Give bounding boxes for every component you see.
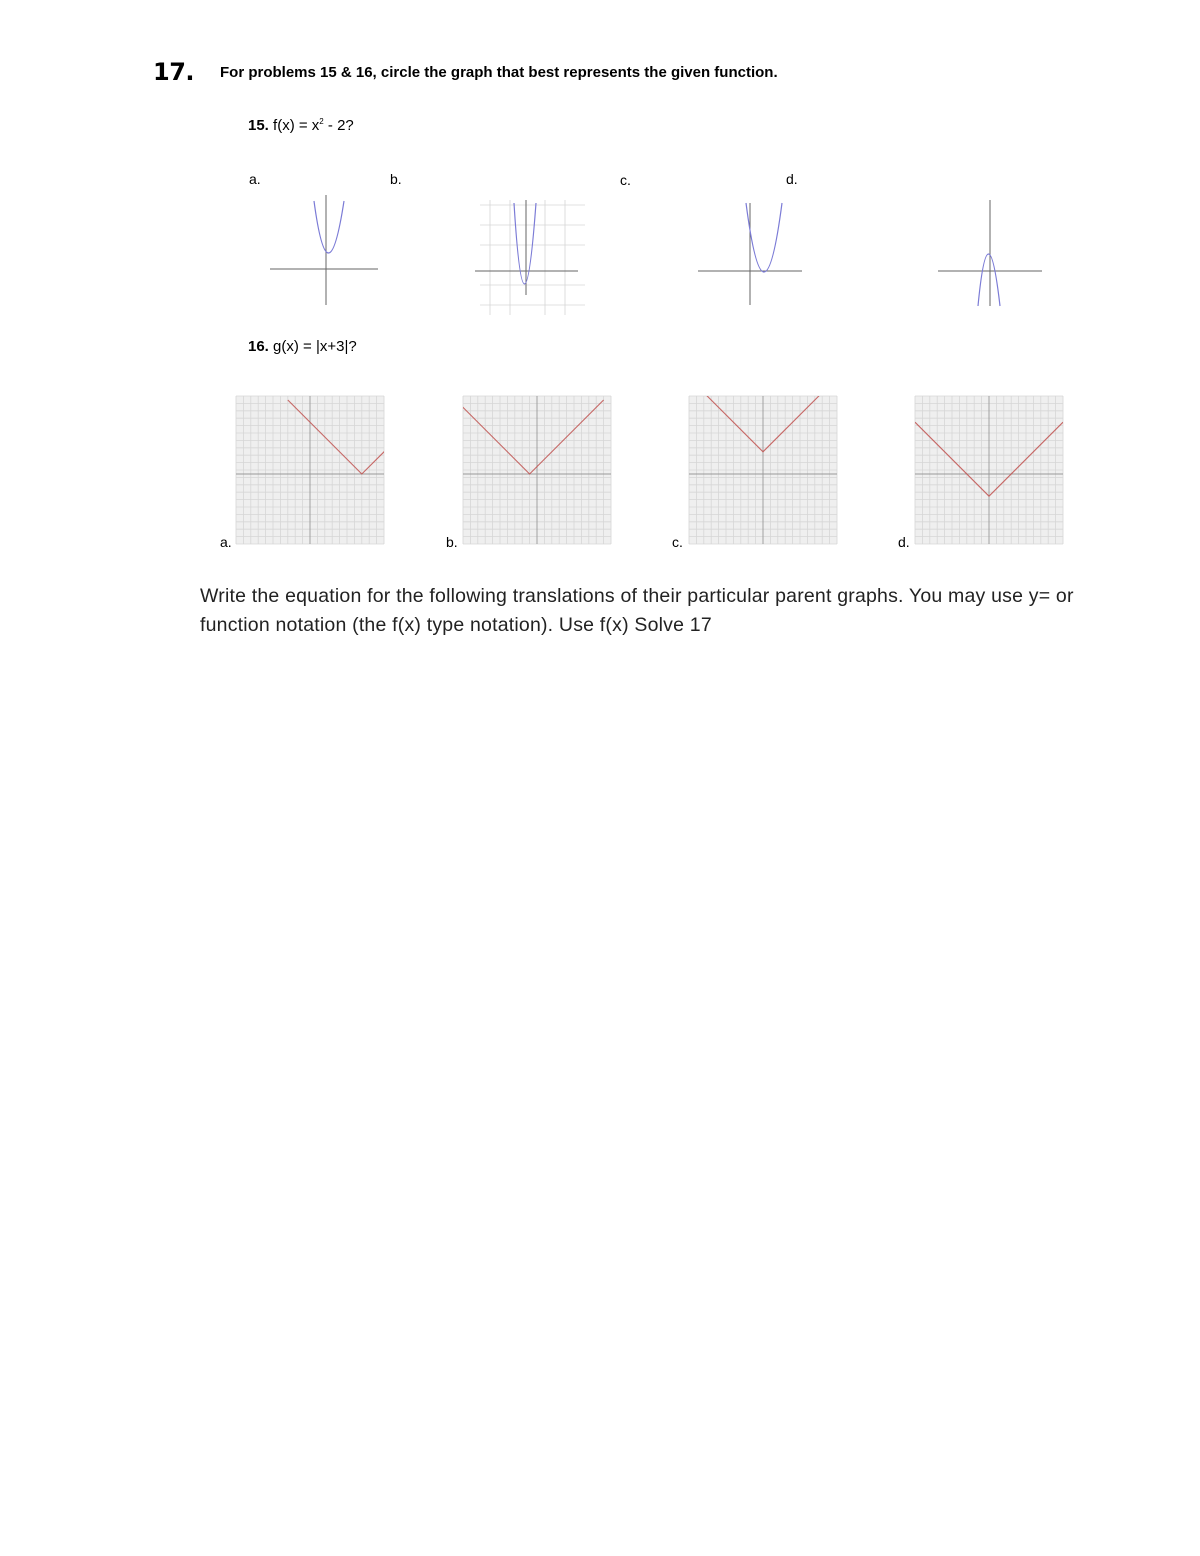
task-instructions: Write the equation for the following translations of their particular parent graphs. You may use y= or function notation (the f(x) type notation). Use f(x) Solve 17 xyxy=(200,585,1074,636)
instructions: For problems 15 & 16, circle the graph that best represents the given function. xyxy=(220,64,778,81)
problem-15-graph-b[interactable] xyxy=(470,195,592,319)
problem-15-function: f(x) = x xyxy=(273,117,320,134)
problem-16-graph-b[interactable] xyxy=(463,396,611,544)
problem-16-prompt xyxy=(248,338,357,355)
problem-15-graph-d[interactable] xyxy=(938,200,1044,308)
problem-16-graph-d[interactable] xyxy=(915,396,1063,544)
problem-15-prompt xyxy=(248,117,354,134)
parabola-curve xyxy=(746,203,782,272)
problem-15-option-a-label: a. xyxy=(249,171,261,187)
problem-15-graph-c[interactable] xyxy=(698,195,804,307)
problem-16-option-b-label: b. xyxy=(446,534,458,550)
problem-15-suffix: - 2? xyxy=(323,117,354,134)
problem-16-option-a-label: a. xyxy=(220,534,232,550)
parabola-curve xyxy=(514,203,536,284)
grid xyxy=(480,200,585,315)
problem-16-option-d-label: d. xyxy=(898,534,910,550)
problem-15-option-c-label: c. xyxy=(620,172,631,188)
problem-15-number: 15. xyxy=(248,117,269,134)
problem-16-graph-a[interactable] xyxy=(236,396,384,544)
parabola-curve xyxy=(978,254,1000,306)
problem-16-graph-c[interactable] xyxy=(689,396,837,544)
parabola-curve xyxy=(314,201,344,253)
problem-16-option-c-label: c. xyxy=(672,534,683,550)
problem-15-exponent: 2 xyxy=(319,117,324,126)
problem-15-graph-a[interactable] xyxy=(270,195,380,307)
question-number: 17. xyxy=(153,58,195,86)
problem-16-function: g(x) = |x+3|? xyxy=(273,338,357,355)
problem-16-number: 16. xyxy=(248,338,269,355)
problem-15-option-d-label: d. xyxy=(786,171,798,187)
problem-15-option-b-label: b. xyxy=(390,171,402,187)
